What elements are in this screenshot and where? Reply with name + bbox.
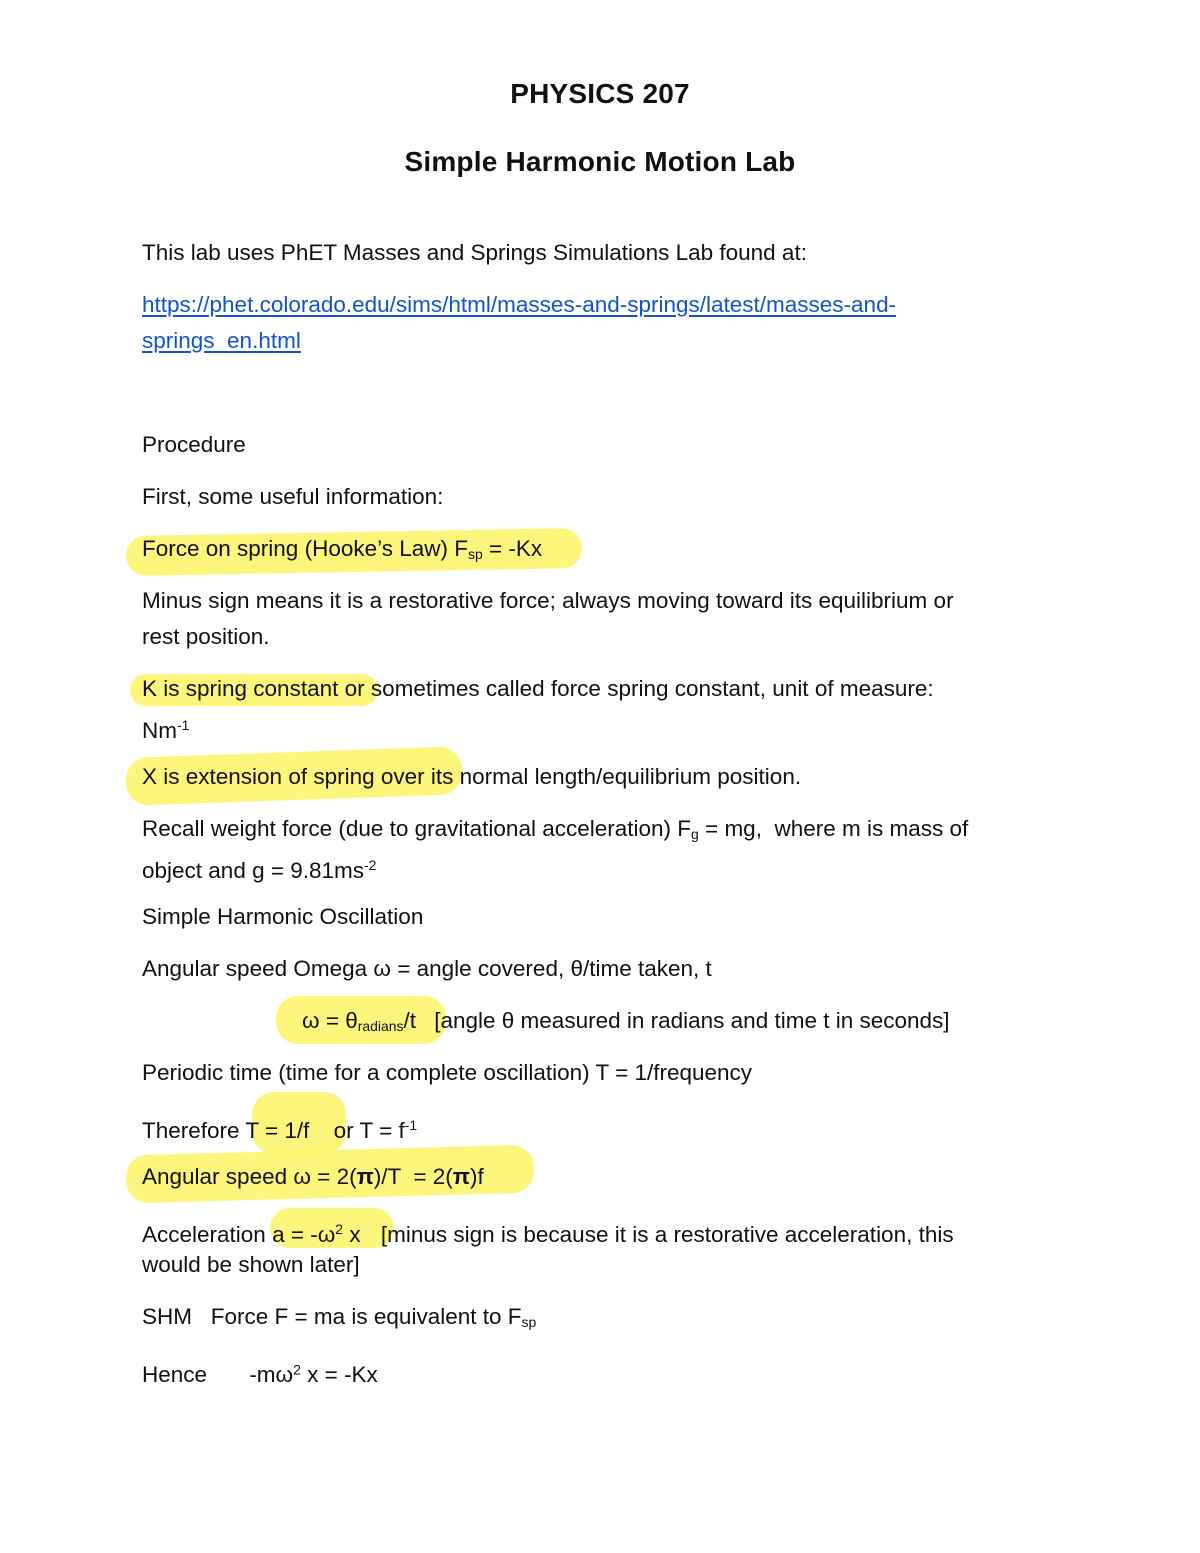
hence-line: Hence $-m\omega^2$ x = -Kx [142, 1361, 378, 1387]
angular-speed-definition: Angular speed Omega ω = angle covered, θ/time taken, t [142, 956, 712, 981]
weight-force-line-1: Recall weight force (due to gravitational acceleration) $F_g$ = mg, where m is mass of [142, 816, 969, 843]
intro-text: This lab uses PhET Masses and Springs Simulations Lab found at: [142, 240, 807, 265]
therefore-line: Therefore T = 1/f or $T = f^{-1}$ [142, 1117, 418, 1143]
procedure-heading: Procedure [142, 432, 246, 457]
hookes-law-line: Force on spring (Hooke’s Law) $F_{sp} = -Kx$ [142, 536, 543, 563]
lab-title: Simple Harmonic Motion Lab [404, 146, 796, 177]
shm-force-line: SHM Force F = ma is equivalent to $F_{sp}$ [142, 1304, 537, 1331]
acceleration-line-1: Acceleration $a = -\omega^2$ x [minus sign is because it is a restorative acceleration, this [142, 1221, 954, 1247]
minus-sign-line-1: Minus sign means it is a restorative force; always moving toward its equilibrium or [142, 588, 954, 613]
course-title: PHYSICS 207 [510, 78, 690, 109]
hence-equation: $-m\omega^2$ x = -Kx [249, 1361, 378, 1387]
weight-force-line-2: object and $g = 9.81ms^{-2}$ [142, 857, 377, 883]
omega-equation-line: $\omega = \theta_{radians}/t$ [angle θ measured in radians and time t in seconds] [302, 1008, 950, 1035]
sho-heading: Simple Harmonic Oscillation [142, 904, 424, 929]
acceleration-line-2: would be shown later] [142, 1252, 360, 1277]
periodic-time-line: Periodic time (time for a complete oscillation) T = 1/frequency [142, 1060, 753, 1085]
angular-speed-equation: Angular speed ω = 2(π)/T = 2(π)f [142, 1164, 484, 1189]
spring-constant-line-1: K is spring constant or sometimes called force spring constant, unit of measure: [142, 676, 934, 701]
minus-sign-line-2: rest position. [142, 624, 270, 649]
extension-line: X is extension of spring over its normal length/equilibrium position. [142, 764, 802, 789]
spring-constant-line-2: $Nm^{-1}$ [142, 717, 190, 743]
simulation-link[interactable]: https://phet.colorado.edu/sims/html/masses-and-springs/latest/masses-and- [142, 292, 897, 317]
simulation-link-continued[interactable]: springs_en.html [142, 328, 301, 353]
useful-info-line: First, some useful information: [142, 484, 444, 509]
